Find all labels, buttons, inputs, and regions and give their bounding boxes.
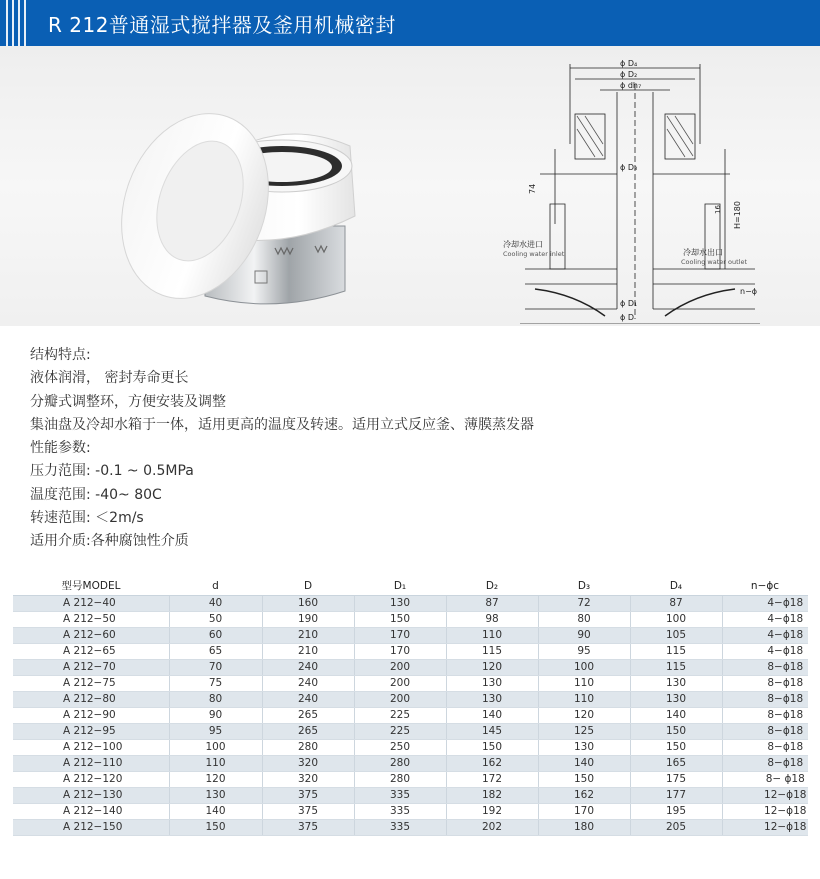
cooling-outlet-label-en: Cooling water outlet bbox=[681, 258, 747, 266]
table-cell: 60 bbox=[169, 627, 262, 643]
table-cell: A 212−120 bbox=[13, 771, 169, 787]
table-cell: 280 bbox=[354, 755, 446, 771]
table-cell: 90 bbox=[538, 627, 630, 643]
table-cell: 182 bbox=[446, 787, 538, 803]
cooling-inlet-label-cn: 冷却水进口 bbox=[503, 240, 543, 249]
table-cell: 87 bbox=[630, 595, 722, 611]
features-line: 适用介质:各种腐蚀性介质 bbox=[30, 533, 189, 550]
table-row bbox=[13, 771, 808, 787]
table-cell: 110 bbox=[446, 627, 538, 643]
table-row bbox=[13, 787, 808, 803]
cooling-inlet-label-en: Cooling water inlet bbox=[503, 250, 565, 258]
table-cell: A 212−100 bbox=[13, 739, 169, 755]
dim-d1-label: ϕ D₁ bbox=[620, 299, 638, 308]
features-line: 转速范围: ＜2m/s bbox=[30, 510, 144, 527]
table-cell: 210 bbox=[262, 643, 354, 659]
column-header: D₁ bbox=[354, 577, 446, 595]
table-cell: 40 bbox=[169, 595, 262, 611]
table-cell: 150 bbox=[169, 819, 262, 835]
table-cell: 200 bbox=[354, 691, 446, 707]
table-cell: 210 bbox=[262, 627, 354, 643]
table-cell: 170 bbox=[354, 643, 446, 659]
table-cell: 265 bbox=[262, 723, 354, 739]
table-cell: 240 bbox=[262, 691, 354, 707]
table-cell: 120 bbox=[538, 707, 630, 723]
features-line: 结构特点: bbox=[30, 347, 91, 363]
table-cell: 335 bbox=[354, 803, 446, 819]
table-row bbox=[13, 819, 808, 835]
table-row bbox=[13, 643, 808, 659]
table-cell: 177 bbox=[630, 787, 722, 803]
table-cell: 140 bbox=[446, 707, 538, 723]
table-cell: 75 bbox=[169, 675, 262, 691]
features-line: 分瓣式调整环，方便安装及调整 bbox=[30, 393, 226, 410]
table-cell: 115 bbox=[446, 643, 538, 659]
table-cell: A 212−75 bbox=[13, 675, 169, 691]
banner-stripes-decoration bbox=[4, 0, 30, 46]
table-cell: 12−ϕ18 bbox=[722, 819, 808, 835]
column-header: n−ϕc bbox=[722, 577, 808, 595]
table-cell: 150 bbox=[630, 739, 722, 755]
features-line: 集油盘及冷却水箱于一体，适用更高的温度及转速。适用立式反应釜、薄膜蒸发器 bbox=[30, 416, 534, 433]
table-cell: 240 bbox=[262, 675, 354, 691]
features-section bbox=[30, 344, 790, 554]
table-cell: A 212−70 bbox=[13, 659, 169, 675]
table-cell: 180 bbox=[538, 819, 630, 835]
table-cell: 100 bbox=[169, 739, 262, 755]
table-cell: 8−ϕ18 bbox=[722, 723, 808, 739]
table-cell: 115 bbox=[630, 659, 722, 675]
table-cell: 4−ϕ18 bbox=[722, 611, 808, 627]
column-header: D₂ bbox=[446, 577, 538, 595]
table-cell: 240 bbox=[262, 659, 354, 675]
column-header: D₃ bbox=[538, 577, 630, 595]
dim-74-label: 74 bbox=[528, 183, 537, 194]
table-cell: 250 bbox=[354, 739, 446, 755]
table-cell: 4−ϕ18 bbox=[722, 643, 808, 659]
table-cell: 375 bbox=[262, 787, 354, 803]
table-cell: 70 bbox=[169, 659, 262, 675]
table-row bbox=[13, 611, 808, 627]
features-line: 温度范围: -40~ 80C bbox=[30, 486, 162, 503]
table-cell: 265 bbox=[262, 707, 354, 723]
table-cell: 95 bbox=[538, 643, 630, 659]
table-row bbox=[13, 723, 808, 739]
table-header-row bbox=[13, 577, 808, 595]
table-cell: A 212−50 bbox=[13, 611, 169, 627]
table-cell: 110 bbox=[169, 755, 262, 771]
table-cell: A 212−150 bbox=[13, 819, 169, 835]
column-header: D bbox=[262, 577, 354, 595]
table-cell: 4−ϕ18 bbox=[722, 595, 808, 611]
table-cell: 190 bbox=[262, 611, 354, 627]
table-cell: 225 bbox=[354, 707, 446, 723]
table-cell: 130 bbox=[630, 691, 722, 707]
dim-d4-label: ϕ D₄ bbox=[620, 59, 638, 68]
table-cell: 130 bbox=[446, 691, 538, 707]
table-cell: 165 bbox=[630, 755, 722, 771]
column-header: 型号MODEL bbox=[13, 577, 169, 595]
table-cell: 375 bbox=[262, 803, 354, 819]
table-cell: A 212−90 bbox=[13, 707, 169, 723]
table-cell: 170 bbox=[538, 803, 630, 819]
table-cell: 320 bbox=[262, 755, 354, 771]
table-cell: 95 bbox=[169, 723, 262, 739]
table-cell: 115 bbox=[630, 643, 722, 659]
table-cell: 175 bbox=[630, 771, 722, 787]
table-cell: 172 bbox=[446, 771, 538, 787]
table-cell: 105 bbox=[630, 627, 722, 643]
table-cell: A 212−140 bbox=[13, 803, 169, 819]
table-cell: 335 bbox=[354, 787, 446, 803]
table-cell: 8−ϕ18 bbox=[722, 707, 808, 723]
table-cell: 87 bbox=[446, 595, 538, 611]
dim-n-phi-label: n−ϕ bbox=[740, 287, 758, 296]
dim-16-label: 16 bbox=[714, 205, 722, 214]
table-cell: 202 bbox=[446, 819, 538, 835]
table-row bbox=[13, 691, 808, 707]
table-cell: 130 bbox=[446, 675, 538, 691]
table-cell: 150 bbox=[538, 771, 630, 787]
table-cell: 205 bbox=[630, 819, 722, 835]
table-cell: 12−ϕ18 bbox=[722, 803, 808, 819]
table-cell: 90 bbox=[169, 707, 262, 723]
table-cell: A 212−130 bbox=[13, 787, 169, 803]
table-cell: 145 bbox=[446, 723, 538, 739]
table-cell: 80 bbox=[538, 611, 630, 627]
table-cell: 8−ϕ18 bbox=[722, 675, 808, 691]
table-cell: 8−ϕ18 bbox=[722, 691, 808, 707]
table-cell: 80 bbox=[169, 691, 262, 707]
table-cell: 140 bbox=[169, 803, 262, 819]
dim-d3-label: ϕ D₃ bbox=[620, 163, 638, 172]
table-cell: 162 bbox=[446, 755, 538, 771]
table-cell: 130 bbox=[538, 739, 630, 755]
dim-d2-label: ϕ D₂ bbox=[620, 70, 638, 79]
table-cell: 170 bbox=[354, 627, 446, 643]
table-cell: 120 bbox=[169, 771, 262, 787]
column-header: d bbox=[169, 577, 262, 595]
table-cell: 98 bbox=[446, 611, 538, 627]
table-cell: 4−ϕ18 bbox=[722, 627, 808, 643]
table-cell: 130 bbox=[169, 787, 262, 803]
table-cell: A 212−65 bbox=[13, 643, 169, 659]
header-banner bbox=[0, 0, 820, 46]
page-title: R 212普通湿式搅拌器及釜用机械密封 bbox=[48, 13, 396, 37]
table-cell: 140 bbox=[538, 755, 630, 771]
dim-dh7-label: ϕ dh₇ bbox=[620, 81, 642, 90]
table-cell: A 212−95 bbox=[13, 723, 169, 739]
table-cell: 200 bbox=[354, 675, 446, 691]
table-cell: 160 bbox=[262, 595, 354, 611]
table-row bbox=[13, 675, 808, 691]
table-row bbox=[13, 707, 808, 723]
table-row bbox=[13, 659, 808, 675]
table-row bbox=[13, 803, 808, 819]
table-cell: 150 bbox=[630, 723, 722, 739]
table-row bbox=[13, 739, 808, 755]
table-cell: 120 bbox=[446, 659, 538, 675]
table-cell: 8−ϕ18 bbox=[722, 659, 808, 675]
table-cell: 125 bbox=[538, 723, 630, 739]
table-cell: 320 bbox=[262, 771, 354, 787]
dim-d-label: ϕ D bbox=[620, 313, 634, 322]
table-cell: 375 bbox=[262, 819, 354, 835]
product-image-band bbox=[0, 46, 820, 326]
table-cell: 195 bbox=[630, 803, 722, 819]
table-cell: 72 bbox=[538, 595, 630, 611]
table-row bbox=[13, 595, 808, 611]
technical-drawing bbox=[495, 54, 795, 324]
column-header: D₄ bbox=[630, 577, 722, 595]
table-cell: 140 bbox=[630, 707, 722, 723]
table-cell: 280 bbox=[262, 739, 354, 755]
table-cell: 192 bbox=[446, 803, 538, 819]
table-cell: 280 bbox=[354, 771, 446, 787]
table-cell: 100 bbox=[538, 659, 630, 675]
table-row bbox=[13, 627, 808, 643]
table-row bbox=[13, 755, 808, 771]
table-cell: 65 bbox=[169, 643, 262, 659]
table-cell: 130 bbox=[354, 595, 446, 611]
table-body bbox=[13, 595, 808, 835]
table-cell: A 212−80 bbox=[13, 691, 169, 707]
dim-h180-label: H=180 bbox=[733, 201, 742, 229]
features-line: 液体润滑， 密封寿命更长 bbox=[30, 370, 189, 387]
table-cell: 8−ϕ18 bbox=[722, 755, 808, 771]
features-line: 性能参数: bbox=[30, 440, 91, 457]
table-cell: 150 bbox=[354, 611, 446, 627]
table-cell: 225 bbox=[354, 723, 446, 739]
table-cell: 162 bbox=[538, 787, 630, 803]
table-cell: 200 bbox=[354, 659, 446, 675]
table-cell: 8− ϕ18 bbox=[722, 771, 808, 787]
table-cell: 12−ϕ18 bbox=[722, 787, 808, 803]
table-cell: 335 bbox=[354, 819, 446, 835]
table-cell: A 212−40 bbox=[13, 595, 169, 611]
table-cell: A 212−60 bbox=[13, 627, 169, 643]
features-line: 压力范围: -0.1 ~ 0.5MPa bbox=[30, 463, 194, 480]
table-cell: 130 bbox=[630, 675, 722, 691]
mechanical-seal-product-image bbox=[110, 76, 370, 326]
cooling-outlet-label-cn: 冷却水出口 bbox=[683, 248, 723, 257]
table-cell: 110 bbox=[538, 675, 630, 691]
spec-table bbox=[13, 577, 808, 836]
table-cell: 100 bbox=[630, 611, 722, 627]
table-cell: 50 bbox=[169, 611, 262, 627]
table-cell: 8−ϕ18 bbox=[722, 739, 808, 755]
table-cell: 110 bbox=[538, 691, 630, 707]
table-cell: A 212−110 bbox=[13, 755, 169, 771]
table-cell: 150 bbox=[446, 739, 538, 755]
